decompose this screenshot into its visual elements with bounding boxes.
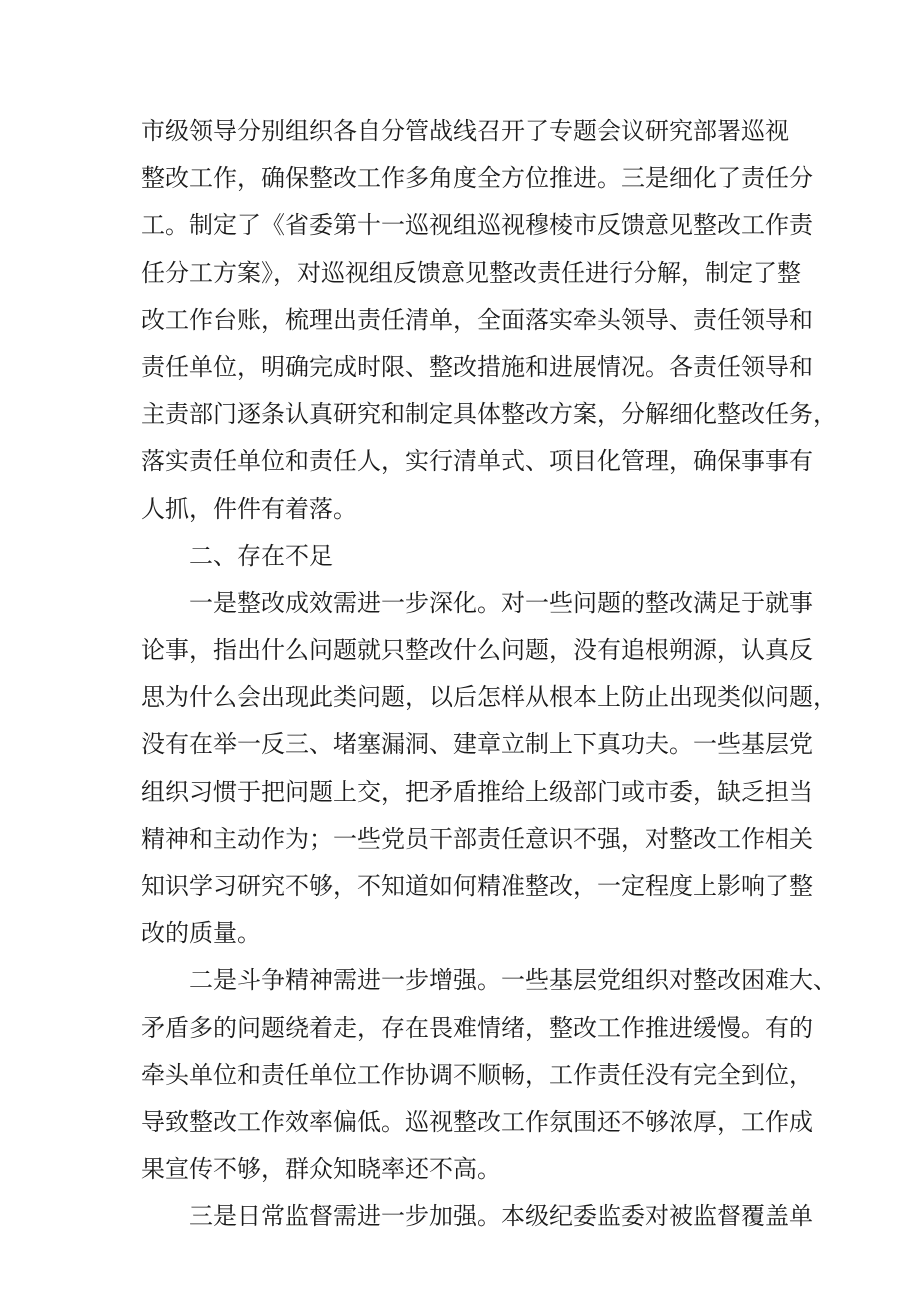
paragraph-rectification-effect [141,580,837,958]
text-line: 一是整改成效需进一步深化。对一些问题的整改满足于就事 [189,588,813,617]
paragraph-daily-supervision [141,1193,813,1240]
text-line: 改工作台账，梳理出责任清单，全面落实牵头领导、责任领导和 [141,305,813,334]
text-line: 导致整改工作效率偏低。巡视整改工作氛围还不够浓厚，工作成 [141,1107,813,1136]
text-line: 三是日常监督需进一步加强。本级纪委监委对被监督覆盖单 [189,1202,813,1231]
text-line: 组织习惯于把问题上交，把矛盾推给上级部门或市委，缺乏担当 [141,777,813,806]
section-heading: 二、存在不足 [189,541,333,570]
text-line: 整改工作，确保整改工作多角度全方位推进。三是细化了责任分 [141,164,813,193]
text-line: 思为什么会出现此类问题，以后怎样从根本上防止出现类似问题， [141,683,837,712]
paragraph-struggle-spirit [141,957,837,1193]
text-line: 责任单位，明确完成时限、整改措施和进展情况。各责任领导和 [141,352,813,381]
text-line: 主责部门逐条认真研究和制定具体整改方案，分解细化整改任务， [141,400,837,429]
text-line: 工。制定了《省委第十一巡视组巡视穆棱市反馈意见整改工作责 [141,211,813,240]
document-body [141,108,837,1241]
continuation-paragraph [141,108,837,533]
text-line: 落实责任单位和责任人，实行清单式、项目化管理，确保事事有 [141,447,813,476]
text-line: 矛盾多的问题绕着走，存在畏难情绪，整改工作推进缓慢。有的 [141,1013,813,1042]
text-line: 没有在举一反三、堵塞漏洞、建章立制上下真功夫。一些基层党 [141,730,813,759]
text-line: 任分工方案》，对巡视组反馈意见整改责任进行分解，制定了整 [141,258,801,287]
text-line: 市级领导分别组织各自分管战线召开了专题会议研究部署巡视 [141,117,789,145]
text-line: 牵头单位和责任单位工作协调不顺畅，工作责任没有完全到位， [141,1060,813,1089]
text-line: 改的质量。 [141,919,261,948]
text-line: 精神和主动作为；一些党员干部责任意识不强，对整改工作相关 [141,824,813,853]
text-line: 人抓，件件有着落。 [141,494,357,523]
text-line: 论事，指出什么问题就只整改什么问题，没有追根朔源，认真反 [141,636,813,665]
text-line: 知识学习研究不够，不知道如何精准整改，一定程度上影响了整 [141,872,813,900]
text-line: 果宣传不够，群众知晓率还不高。 [141,1155,501,1184]
text-line: 二是斗争精神需进一步增强。一些基层党组织对整改困难大、 [189,966,837,995]
